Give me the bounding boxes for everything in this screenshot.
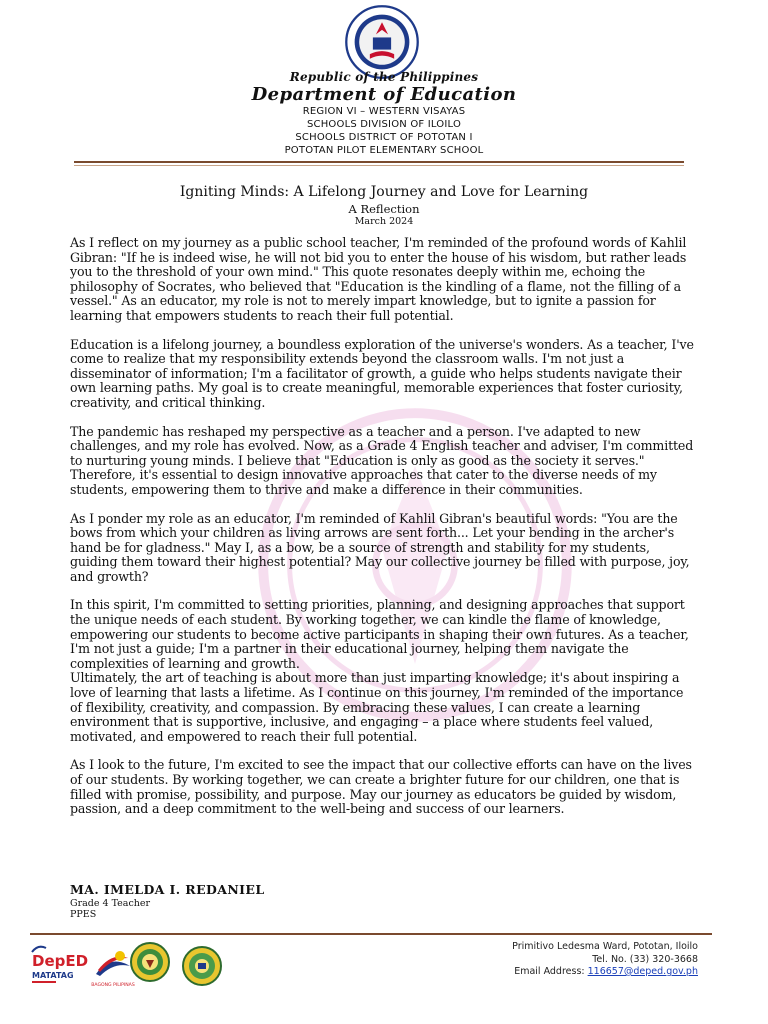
district-seal-icon [182,946,222,986]
deped-logo-text: DepED [32,952,89,970]
school-seal-icon [130,942,170,982]
paragraph: In this spirit, I'm committed to setting priorities, planning, and designing approaches that support the unique needs of each student. By working together, we can kindle the flame of knowledge, empowering our students to become active participants in shaping their own futures. As a teacher, I'm not just a guide; I'm a partner in their educational journey, helping them navigate the complexities of learning and growth. [70,597,689,671]
header-divider-thin [74,165,684,166]
district-line: SCHOOLS DISTRICT OF POTOTAN I [295,132,473,143]
document-subtitle: A Reflection [348,202,420,216]
school-email-line [514,966,698,977]
matatag-logo-text: MATATAG [32,971,74,980]
signatory-org: PPES [70,909,97,920]
header-divider [74,161,684,163]
deped-seal-icon [344,4,420,80]
paragraph: The pandemic has reshaped my perspective as a teacher and a person. I've adapted to new challenges, and my role has evolved. Now, as a Grade 4 English teacher and adviser, I'm committed to nurturing young minds. I believe that "Education is only as good as the society it serves." Therefore, it's essential to design innovative approaches that cater to the diverse needs of my students, empowering them to thrive and make a difference in their communities. [70,423,694,497]
department-name: Department of Education [251,84,517,105]
signatory-role: Grade 4 Teacher [70,898,151,909]
division-line: SCHOOLS DIVISION OF ILOILO [306,119,462,130]
school-telephone: Tel. No. (33) 320-3668 [592,954,698,965]
bagong-pilipinas-text: BAGONG PILIPINAS [91,983,135,988]
email-link[interactable]: 116657@deped.gov.ph [587,966,698,977]
school-address: Primitivo Ledesma Ward, Pototan, Iloilo [512,941,698,952]
deped-matatag-logo-icon [30,942,90,988]
email-label: Email Address: [514,966,588,977]
paragraph: Education is a lifelong journey, a boundless exploration of the universe's wonders. As a teacher, I've come to realize that my responsibility extends beyond the classroom walls. I'm not just a disseminator of information; I'm a facilitator of growth, a guide who helps students navigate their own learning paths. My goal is to create meaningful, memorable experiences that foster curiosity, creativity, and critical thinking. [70,336,694,410]
document-body [70,236,698,831]
signatory-name: MA. IMELDA I. REDANIEL [70,882,265,897]
paragraph: As I reflect on my journey as a public school teacher, I'm reminded of the profound words of Kahlil Gibran: "If he is indeed wise, he will not bid you to enter the house of his wisdom, but rather leads you to the threshold of your own mind." This quote resonates deeply within me, echoing the philosophy of Socrates, who believed that "Education is the kindling of a flame, not the filling of a vessel." As an educator, my role is not to merely impart knowledge, but to ignite a passion for learning that empowers students to reach their full potential. [70,235,687,323]
paragraph: As I look to the future, I'm excited to see the impact that our collective efforts can have on the lives of our students. By working together, we can create a brighter future for our children, one that is filled with promise, possibility, and purpose. May our journey as educators be guided by wisdom, passion, and a deep commitment to the well-being and success of our learners. [70,757,692,817]
region-line: REGION VI – WESTERN VISAYAS [302,106,466,117]
document-date: March 2024 [354,216,414,227]
paragraph: As I ponder my role as an educator, I'm reminded of Kahlil Gibran's beautiful words: "You are the bows from which your children as living arrows are sent forth... Let your bending in the archer's hand be for gladness." May I, as a bow, be a source of strength and stability for my students, guiding them toward their highest potential? May our collective journey be filled with purpose, joy, and growth? [70,510,690,584]
paragraph: Ultimately, the art of teaching is about more than just imparting knowledge; it's about inspiring a love of learning that lasts a lifetime. As I continue on this journey, I'm reminded of the importance of flexibility, creativity, and compassion. By embracing these values, I can create a learning environment that is supportive, inclusive, and engaging – a place where students feel valued, motivated, and empowered to reach their full potential. [70,670,684,744]
republic-line: Republic of the Philippines [289,70,479,84]
footer-divider [30,933,712,935]
document-title: Igniting Minds: A Lifelong Journey and Love for Learning [179,184,589,200]
school-line: POTOTAN PILOT ELEMENTARY SCHOOL [284,145,484,156]
